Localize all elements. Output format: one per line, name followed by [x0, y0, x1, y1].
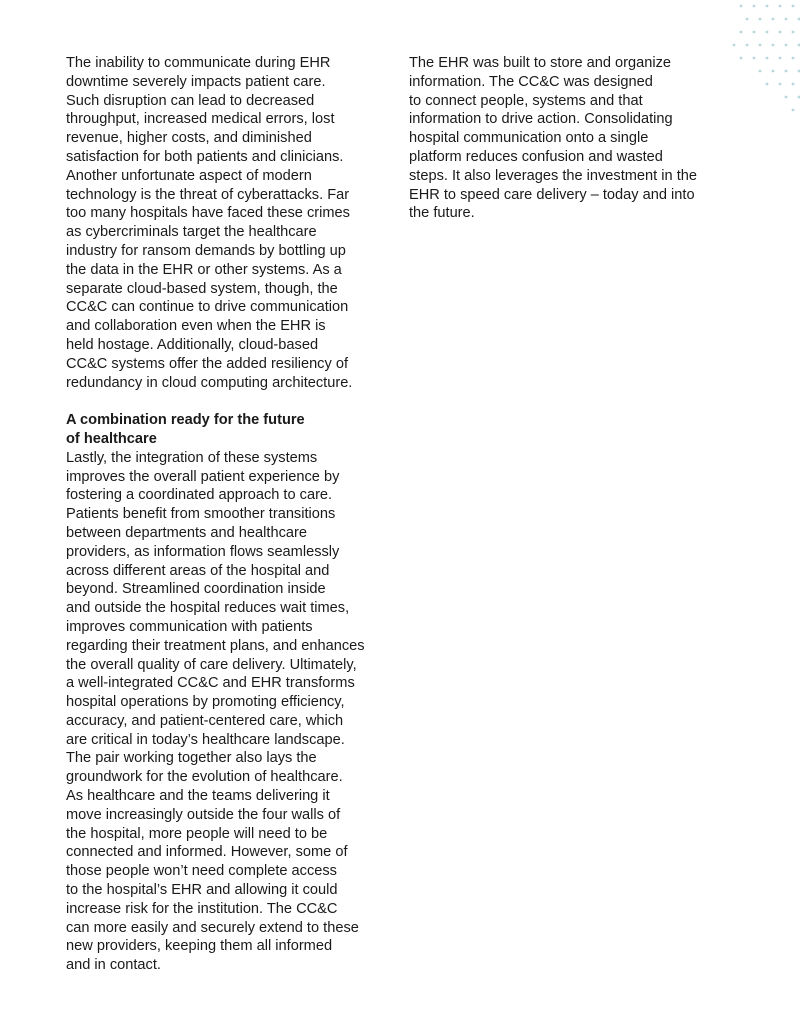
text-line: increase risk for the institution. The CC&C	[66, 900, 338, 917]
body-paragraph-3	[409, 54, 734, 223]
right-column	[409, 54, 734, 223]
decorative-dot	[792, 83, 795, 86]
text-line: Such disruption can lead to decreased	[66, 92, 315, 109]
text-line: fostering a coordinated approach to care.	[66, 487, 333, 504]
decorative-dot	[740, 57, 743, 60]
decorative-dot	[753, 31, 756, 34]
decorative-dot	[766, 83, 769, 86]
left-column	[66, 54, 396, 975]
text-line: CC&C can continue to drive communication	[66, 299, 349, 316]
text-line: platform reduces confusion and wasted	[409, 148, 663, 165]
decorative-dot	[785, 44, 788, 47]
text-line: EHR to speed care delivery – today and into	[409, 186, 695, 203]
text-line: as cybercriminals target the healthcare	[66, 224, 317, 241]
decorative-dot	[740, 5, 743, 8]
text-line: Another unfortunate aspect of modern	[66, 167, 312, 184]
decorative-dot	[759, 18, 762, 21]
decorative-dot	[759, 44, 762, 47]
decorative-dot	[772, 70, 775, 73]
text-line: industry for ransom demands by bottling up	[66, 242, 346, 259]
decorative-dot	[779, 83, 782, 86]
text-line: the hospital, more people will need to be	[66, 825, 328, 842]
text-line: can more easily and securely extend to these	[66, 919, 359, 936]
decorative-dot	[746, 44, 749, 47]
text-line: beyond. Streamlined coordination inside	[66, 581, 326, 598]
text-line: connected and informed. However, some of	[66, 844, 348, 861]
text-line: The EHR was built to store and organize	[409, 55, 672, 71]
text-line: throughput, increased medical errors, lost	[66, 111, 335, 128]
decorative-dot	[766, 5, 769, 8]
text-line: providers, as information flows seamlessly	[66, 543, 340, 560]
decorative-dot	[785, 18, 788, 21]
text-line: held hostage. Additionally, cloud-based	[66, 336, 319, 353]
decorative-dot	[779, 57, 782, 60]
text-line: and collaboration even when the EHR is	[66, 318, 326, 335]
decorative-dot	[733, 44, 736, 47]
decorative-dot	[792, 57, 795, 60]
decorative-dot	[753, 5, 756, 8]
text-line: between departments and healthcare	[66, 524, 307, 541]
text-line: the overall quality of care delivery. Ultimately,	[66, 656, 357, 673]
decorative-dot	[785, 96, 788, 99]
text-line: redundancy in cloud computing architecture.	[66, 374, 353, 391]
text-line: downtime severely impacts patient care.	[66, 73, 326, 90]
decorative-dot	[753, 57, 756, 60]
decorative-dot	[746, 18, 749, 21]
text-line: are critical in today’s healthcare landscape.	[66, 731, 345, 748]
text-line: technology is the threat of cyberattacks. Far	[66, 186, 350, 203]
decorative-dot	[792, 31, 795, 34]
decorative-dot	[792, 5, 795, 8]
text-line: improves the overall patient experience by	[66, 468, 340, 485]
decorative-dot	[792, 109, 795, 112]
decorative-dot	[779, 5, 782, 8]
text-line: hospital communication onto a single	[409, 130, 649, 147]
text-line: move increasingly outside the four walls of	[66, 806, 341, 823]
text-line: The pair working together also lays the	[66, 750, 317, 767]
text-line: a well-integrated CC&C and EHR transforms	[66, 675, 355, 692]
text-line: the future.	[409, 205, 475, 222]
text-line: to connect people, systems and that	[409, 92, 643, 109]
decorative-dot	[779, 31, 782, 34]
text-line: of healthcare	[66, 430, 157, 447]
text-line: and in contact.	[66, 957, 161, 974]
text-line: regarding their treatment plans, and enhances	[66, 637, 365, 654]
text-line: A combination ready for the future	[66, 412, 305, 429]
body-paragraph-2	[66, 449, 396, 975]
text-line: separate cloud-based system, though, the	[66, 280, 338, 297]
text-line: information. The CC&C was designed	[409, 73, 653, 90]
text-line: improves communication with patients	[66, 618, 313, 635]
decorative-dot	[759, 70, 762, 73]
text-line: The inability to communicate during EHR	[66, 55, 331, 71]
section-heading	[66, 411, 396, 449]
text-line: As healthcare and the teams delivering it	[66, 788, 330, 805]
decorative-dot	[766, 57, 769, 60]
text-line: steps. It also leverages the investment in the	[409, 167, 697, 184]
body-paragraph-1	[66, 54, 396, 392]
text-line: the data in the EHR or other systems. As a	[66, 261, 342, 278]
text-line: and outside the hospital reduces wait times,	[66, 600, 350, 617]
text-line: hospital operations by promoting efficiency,	[66, 694, 345, 711]
text-line: new providers, keeping them all informed	[66, 938, 333, 955]
text-line: information to drive action. Consolidating	[409, 111, 673, 128]
text-line: to the hospital’s EHR and allowing it could	[66, 882, 338, 899]
text-line: across different areas of the hospital and	[66, 562, 330, 579]
decorative-dot	[772, 18, 775, 21]
text-line: Lastly, the integration of these systems	[66, 449, 318, 466]
decorative-dot	[785, 70, 788, 73]
text-line: those people won’t need complete access	[66, 863, 337, 880]
text-line: too many hospitals have faced these crimes	[66, 205, 350, 222]
text-line: accuracy, and patient-centered care, which	[66, 712, 344, 729]
decorative-dot	[740, 31, 743, 34]
text-line: satisfaction for both patients and clinicians.	[66, 148, 344, 165]
text-line: Patients benefit from smoother transitions	[66, 506, 336, 523]
text-line: CC&C systems offer the added resiliency of	[66, 355, 348, 372]
decorative-dot	[766, 31, 769, 34]
decorative-dot	[772, 44, 775, 47]
text-line: revenue, higher costs, and diminished	[66, 130, 312, 147]
text-line: groundwork for the evolution of healthcare.	[66, 769, 343, 786]
